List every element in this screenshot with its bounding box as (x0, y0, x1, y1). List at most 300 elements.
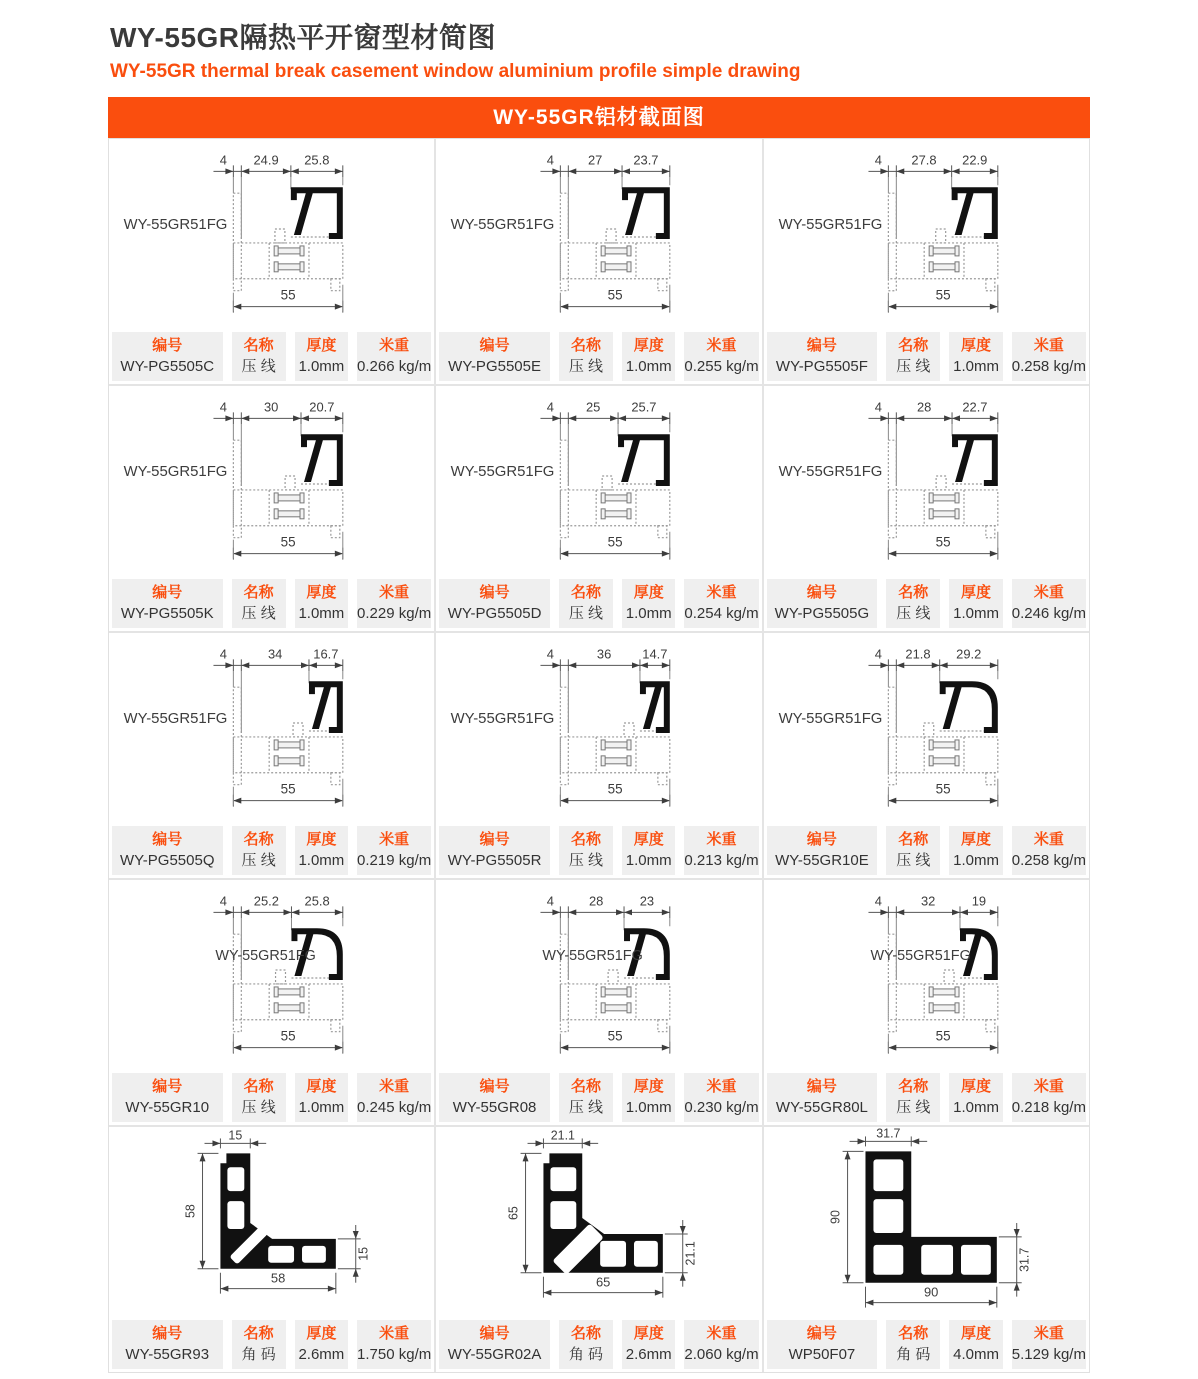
dim-label: 4 (547, 646, 555, 662)
spec-col-weight (684, 579, 758, 628)
dim-arrow (561, 1045, 569, 1051)
frame-outline (602, 476, 612, 490)
dim-label: 55 (280, 781, 296, 797)
dim-arrow (1013, 1229, 1019, 1237)
spec-value-thickness: 1.0mm (953, 1099, 999, 1116)
spec-col-weight (1012, 1073, 1086, 1122)
dim-arrow (335, 662, 343, 668)
spec-header-thickness: 厚度 (633, 1325, 664, 1342)
dim-arrow (960, 909, 968, 915)
dim-label: 36 (597, 646, 612, 662)
spec-value-thickness: 1.0mm (953, 358, 999, 375)
spec-header-thickness: 厚度 (961, 584, 992, 601)
frame-outline (658, 526, 667, 538)
thermal-break-end (955, 509, 959, 519)
bead-profile (952, 434, 998, 486)
dim-arrow (212, 1140, 220, 1146)
frame-outline (923, 723, 933, 737)
profile-drawing (764, 386, 1089, 578)
spec-value-thickness: 1.0mm (953, 852, 999, 869)
spec-col-weight (1012, 579, 1086, 628)
profile-cell (764, 633, 1089, 878)
profile-ref-label: WY-55GR51FG (450, 710, 555, 728)
dim-arrow (301, 662, 309, 668)
spec-header-code: 编号 (479, 1078, 510, 1095)
spec-value-code: WY-55GR02A (447, 1346, 542, 1363)
dim-arrow (200, 1153, 206, 1161)
frame-outline (561, 440, 569, 537)
spec-value-weight: 0.258 kg/m (1011, 358, 1086, 375)
spec-col-code (439, 579, 550, 628)
profile-drawing (109, 139, 434, 331)
spec-col-code (112, 332, 223, 381)
dim-arrow (335, 168, 343, 174)
thermal-break-end (274, 987, 278, 997)
spec-col-thickness (295, 332, 348, 381)
dim-label: 55 (280, 534, 296, 550)
bead-profile (951, 187, 997, 239)
spec-value-thickness: 2.6mm (298, 1346, 345, 1363)
profile-drawing (436, 386, 761, 578)
profile-cell (109, 386, 434, 631)
thermal-break-end (929, 1003, 933, 1013)
spec-table (764, 826, 1089, 875)
spec-value-code: WY-PG5505C (120, 358, 215, 375)
spec-header-thickness: 厚度 (306, 1325, 337, 1342)
thermal-break-end (627, 493, 631, 503)
dim-label: 90 (828, 1210, 843, 1224)
dim-arrow (553, 415, 561, 421)
frame-outline (331, 1020, 340, 1032)
dim-arrow (291, 909, 299, 915)
profile-cell (109, 1127, 434, 1372)
profile-cell (764, 386, 1089, 631)
spec-col-name (232, 332, 286, 381)
spec-header-weight: 米重 (706, 584, 737, 601)
profile-ref-label: WY-55GR51FG (123, 463, 228, 481)
spec-value-thickness: 1.0mm (298, 605, 345, 622)
spec-value-name: 压 线 (241, 605, 276, 622)
profile-chamber (268, 1246, 294, 1263)
profile-drawing (764, 139, 1089, 331)
frame-outline (658, 773, 667, 785)
spec-table (764, 1073, 1089, 1122)
thermal-break-end (300, 493, 304, 503)
thermal-break-end (601, 1003, 605, 1013)
dim-arrow (680, 1273, 686, 1281)
profile-chamber (551, 1167, 577, 1191)
dim-arrow (335, 1045, 343, 1051)
spec-header-name: 名称 (243, 1325, 274, 1342)
frame-outline (233, 687, 241, 784)
spec-col-code (112, 1320, 223, 1369)
dim-arrow (220, 1286, 228, 1292)
spec-value-name: 压 线 (896, 852, 931, 869)
dim-label: 90 (923, 1284, 938, 1300)
frame-outline (608, 970, 618, 984)
spec-col-weight (1012, 332, 1086, 381)
dim-label: 34 (267, 646, 283, 662)
page-header (0, 0, 1198, 83)
spec-value-thickness: 1.0mm (625, 852, 672, 869)
dim-arrow (335, 909, 343, 915)
frame-outline (293, 723, 303, 737)
dim-arrow (241, 662, 249, 668)
thermal-break-end (300, 756, 304, 766)
dim-arrow (1013, 1283, 1019, 1291)
spec-col-thickness (949, 1073, 1002, 1122)
dim-arrow (655, 1290, 663, 1296)
dim-arrow (632, 662, 640, 668)
dim-arrow (283, 168, 291, 174)
page-subtitle: WY-55GR thermal break casement window aluminium profile simple drawing (110, 61, 801, 82)
spec-value-weight: 0.258 kg/m (1011, 852, 1086, 869)
spec-col-code (112, 1073, 223, 1122)
dim-arrow (880, 168, 888, 174)
spec-header-thickness: 厚度 (961, 1078, 992, 1095)
dim-arrow (844, 1151, 850, 1159)
dim-arrow (335, 304, 343, 310)
spec-header-weight: 米重 (1033, 337, 1064, 354)
dim-label: 55 (935, 781, 951, 797)
spec-col-weight (357, 1320, 431, 1369)
spec-header-name: 名称 (243, 584, 274, 601)
dim-arrow (335, 798, 343, 804)
dim-arrow (561, 304, 569, 310)
dim-arrow (880, 662, 888, 668)
spec-header-code: 编号 (152, 584, 183, 601)
spec-col-thickness (622, 1073, 675, 1122)
frame-outline (986, 526, 995, 538)
spec-value-name: 压 线 (241, 358, 276, 375)
spec-col-name (886, 826, 940, 875)
dim-arrow (888, 304, 896, 310)
spec-header-thickness: 厚度 (633, 1078, 664, 1095)
dim-arrow (990, 1045, 998, 1051)
dim-arrow (896, 168, 904, 174)
thermal-break-end (274, 493, 278, 503)
dim-label: 27 (588, 152, 603, 168)
frame-outline (986, 773, 995, 785)
dim-arrow (888, 1045, 896, 1051)
spec-value-name: 角 码 (568, 1346, 604, 1363)
thermal-break-bar (277, 742, 301, 748)
spec-value-code: WY-PG5505F (775, 358, 868, 375)
profile-drawing (764, 1127, 1089, 1319)
spec-col-name (886, 1073, 940, 1122)
spec-header-weight: 米重 (706, 1325, 737, 1342)
thermal-break-bar (932, 758, 956, 764)
thermal-break-bar (604, 495, 628, 501)
spec-value-thickness: 1.0mm (625, 1099, 672, 1116)
spec-value-name: 压 线 (568, 605, 604, 622)
profile-cell (109, 139, 434, 384)
dim-label: 28 (916, 399, 932, 415)
dim-arrow (536, 1140, 544, 1146)
dim-arrow (990, 415, 998, 421)
dim-arrow (225, 909, 233, 915)
spec-col-weight (684, 1073, 758, 1122)
spec-header-name: 名称 (570, 1078, 601, 1095)
frame-outline (658, 1020, 667, 1032)
dim-arrow (250, 1140, 258, 1146)
thermal-break-end (627, 262, 631, 272)
dim-arrow (640, 662, 648, 668)
dim-arrow (990, 304, 998, 310)
spec-table (109, 332, 434, 381)
frame-outline (936, 476, 946, 490)
dim-arrow (293, 415, 301, 421)
spec-col-code (767, 1320, 878, 1369)
spec-table (436, 332, 761, 381)
dim-arrow (335, 551, 343, 557)
spec-value-name: 压 线 (568, 358, 604, 375)
dim-arrow (284, 909, 292, 915)
spec-value-code: WY-PG5505E (448, 358, 541, 375)
profile-drawing (109, 633, 434, 825)
spec-table (764, 1320, 1089, 1369)
spec-value-thickness: 1.0mm (298, 852, 345, 869)
thermal-break-end (601, 262, 605, 272)
profile-ref-label: WY-55GR51FG (123, 216, 228, 234)
profile-ref-label: WY-55GR51FG (778, 216, 883, 234)
dim-label: 29.2 (955, 646, 981, 662)
profile-cell (109, 880, 434, 1125)
profile-cell (109, 633, 434, 878)
dim-arrow (662, 415, 670, 421)
spec-col-code (767, 1073, 878, 1122)
frame-outline (935, 229, 945, 243)
spec-value-weight: 5.129 kg/m (1011, 1346, 1086, 1363)
section-banner: WY-55GR铝材截面图 (108, 97, 1090, 138)
spec-col-name (232, 579, 286, 628)
profile-chamber (634, 1241, 658, 1267)
thermal-break-end (929, 756, 933, 766)
thermal-break-end (274, 740, 278, 750)
dim-label: 15 (356, 1246, 371, 1261)
spec-value-weight: 2.060 kg/m (684, 1346, 759, 1363)
thermal-break-end (929, 740, 933, 750)
dim-arrow (200, 1261, 206, 1269)
spec-col-thickness (949, 332, 1002, 381)
spec-header-code: 编号 (806, 337, 837, 354)
spec-col-code (112, 826, 223, 875)
dim-arrow (583, 1140, 591, 1146)
spec-value-weight: 1.750 kg/m (357, 1346, 432, 1363)
frame-outline (944, 970, 954, 984)
profile-chamber (302, 1246, 326, 1263)
spec-header-code: 编号 (479, 831, 510, 848)
spec-value-thickness: 2.6mm (625, 1346, 672, 1363)
thermal-break-bar (932, 495, 956, 501)
spec-value-code: WY-PG5505R (447, 852, 542, 869)
dim-arrow (353, 1269, 359, 1277)
dim-label: 4 (219, 152, 228, 168)
profile-chamber (873, 1245, 903, 1275)
dim-arrow (990, 909, 998, 915)
spec-header-code: 编号 (806, 1078, 837, 1095)
bead-profile (618, 434, 670, 486)
spec-value-code: WY-PG5505G (774, 605, 870, 622)
spec-header-weight: 米重 (379, 337, 410, 354)
spec-value-code: WY-PG5505Q (120, 852, 215, 869)
spec-header-code: 编号 (152, 831, 183, 848)
spec-table (436, 1073, 761, 1122)
thermal-break-end (274, 756, 278, 766)
dim-arrow (225, 415, 233, 421)
spec-value-code: WY-55GR93 (125, 1346, 210, 1363)
thermal-break-end (300, 740, 304, 750)
profile-cell (764, 880, 1089, 1125)
thermal-break-end (601, 756, 605, 766)
spec-col-name (559, 1073, 613, 1122)
profile-ref-label: WY-55GR51FG (215, 948, 316, 965)
thermal-break-end (601, 509, 605, 519)
spec-col-thickness (622, 826, 675, 875)
profile-ref-label: WY-55GR51FG (778, 710, 883, 728)
profile-drawing (109, 386, 434, 578)
spec-col-thickness (622, 579, 675, 628)
thermal-break-end (274, 1003, 278, 1013)
profile-cell (436, 880, 761, 1125)
thermal-break-end (955, 740, 959, 750)
dim-label: 58 (270, 1270, 286, 1286)
dim-arrow (844, 1275, 850, 1283)
spec-value-code: WY-55GR10 (125, 1099, 210, 1116)
dim-arrow (335, 415, 343, 421)
dim-arrow (569, 415, 577, 421)
thermal-break-end (300, 262, 304, 272)
spec-header-name: 名称 (570, 831, 601, 848)
spec-header-name: 名称 (898, 831, 929, 848)
spec-header-weight: 米重 (379, 831, 410, 848)
frame-outline (331, 279, 340, 291)
dim-arrow (952, 909, 960, 915)
spec-value-name: 压 线 (896, 605, 931, 622)
spec-header-name: 名称 (898, 1325, 929, 1342)
dim-label: 55 (607, 1028, 623, 1044)
spec-value-code: WY-55GR10E (775, 852, 869, 869)
profile-chamber (600, 1241, 626, 1267)
dim-arrow (569, 168, 577, 174)
dim-label: 55 (607, 534, 623, 550)
profile-drawing (436, 1127, 761, 1319)
spec-header-code: 编号 (152, 337, 183, 354)
spec-value-code: WY-55GR08 (452, 1099, 537, 1116)
dim-label: 55 (607, 781, 623, 797)
profile-chamber (961, 1245, 991, 1275)
thermal-break-end (955, 262, 959, 272)
dim-arrow (291, 168, 299, 174)
dim-arrow (939, 662, 947, 668)
spec-header-code: 编号 (806, 1325, 837, 1342)
spec-col-name (559, 332, 613, 381)
dim-arrow (225, 662, 233, 668)
spec-value-code: WY-PG5505K (120, 605, 214, 622)
spec-value-name: 压 线 (896, 1099, 931, 1116)
dim-label: 4 (547, 152, 555, 168)
spec-col-thickness (622, 332, 675, 381)
spec-col-name (886, 579, 940, 628)
spec-col-weight (357, 826, 431, 875)
spec-header-name: 名称 (243, 1078, 274, 1095)
dim-arrow (990, 551, 998, 557)
dim-arrow (943, 168, 951, 174)
spec-header-thickness: 厚度 (306, 337, 337, 354)
profile-drawing (109, 880, 434, 1072)
spec-col-thickness (949, 579, 1002, 628)
spec-value-weight: 0.254 kg/m (684, 605, 759, 622)
thermal-break-end (955, 1003, 959, 1013)
spec-value-name: 压 线 (568, 1099, 604, 1116)
dim-arrow (569, 909, 577, 915)
profile-cell (436, 1127, 761, 1372)
profile-drawing (764, 633, 1089, 825)
dim-arrow (233, 1045, 241, 1051)
dim-label: 25.8 (304, 152, 330, 168)
thermal-break-end (929, 987, 933, 997)
spec-value-name: 压 线 (241, 852, 276, 869)
frame-outline (276, 970, 286, 984)
dim-label: 16.7 (313, 646, 339, 662)
spec-table (109, 1073, 434, 1122)
bead-profile (622, 187, 670, 239)
spec-header-thickness: 厚度 (306, 584, 337, 601)
profile-chamber (227, 1201, 244, 1229)
dim-label: 4 (219, 893, 228, 909)
page-title: WY-55GR隔热平开窗型材简图 (110, 22, 497, 53)
dim-label: 25.8 (304, 893, 330, 909)
dim-arrow (911, 1138, 919, 1144)
spec-table (109, 1320, 434, 1369)
spec-header-name: 名称 (243, 831, 274, 848)
thermal-break-end (929, 493, 933, 503)
dim-label: 20.7 (309, 399, 335, 415)
thermal-break-bar (277, 758, 301, 764)
spec-header-thickness: 厚度 (961, 1325, 992, 1342)
profile-ref-label: WY-55GR51FG (123, 710, 228, 728)
frame-outline (561, 193, 569, 290)
thermal-break-end (627, 246, 631, 256)
dim-arrow (880, 909, 888, 915)
thermal-break-bar (604, 758, 628, 764)
dim-arrow (553, 909, 561, 915)
dim-label: 23.7 (633, 152, 659, 168)
dim-label: 55 (607, 287, 623, 303)
dim-arrow (618, 415, 626, 421)
thermal-break-end (300, 1003, 304, 1013)
spec-value-weight: 0.230 kg/m (684, 1099, 759, 1116)
profile-chamber (873, 1199, 903, 1233)
thermal-break-end (955, 987, 959, 997)
dim-arrow (990, 662, 998, 668)
thermal-break-end (929, 509, 933, 519)
profile-grid (108, 138, 1090, 1373)
dim-arrow (553, 168, 561, 174)
dim-label: 55 (935, 1028, 951, 1044)
thermal-break-end (929, 246, 933, 256)
dim-arrow (990, 168, 998, 174)
spec-table (436, 1320, 761, 1369)
bead-profile (301, 434, 343, 486)
thermal-break-end (627, 756, 631, 766)
spec-value-thickness: 1.0mm (298, 1099, 345, 1116)
dim-arrow (990, 798, 998, 804)
spec-col-thickness (949, 1320, 1002, 1369)
spec-col-thickness (295, 1073, 348, 1122)
thermal-break-end (627, 740, 631, 750)
dim-label: 4 (874, 152, 882, 168)
